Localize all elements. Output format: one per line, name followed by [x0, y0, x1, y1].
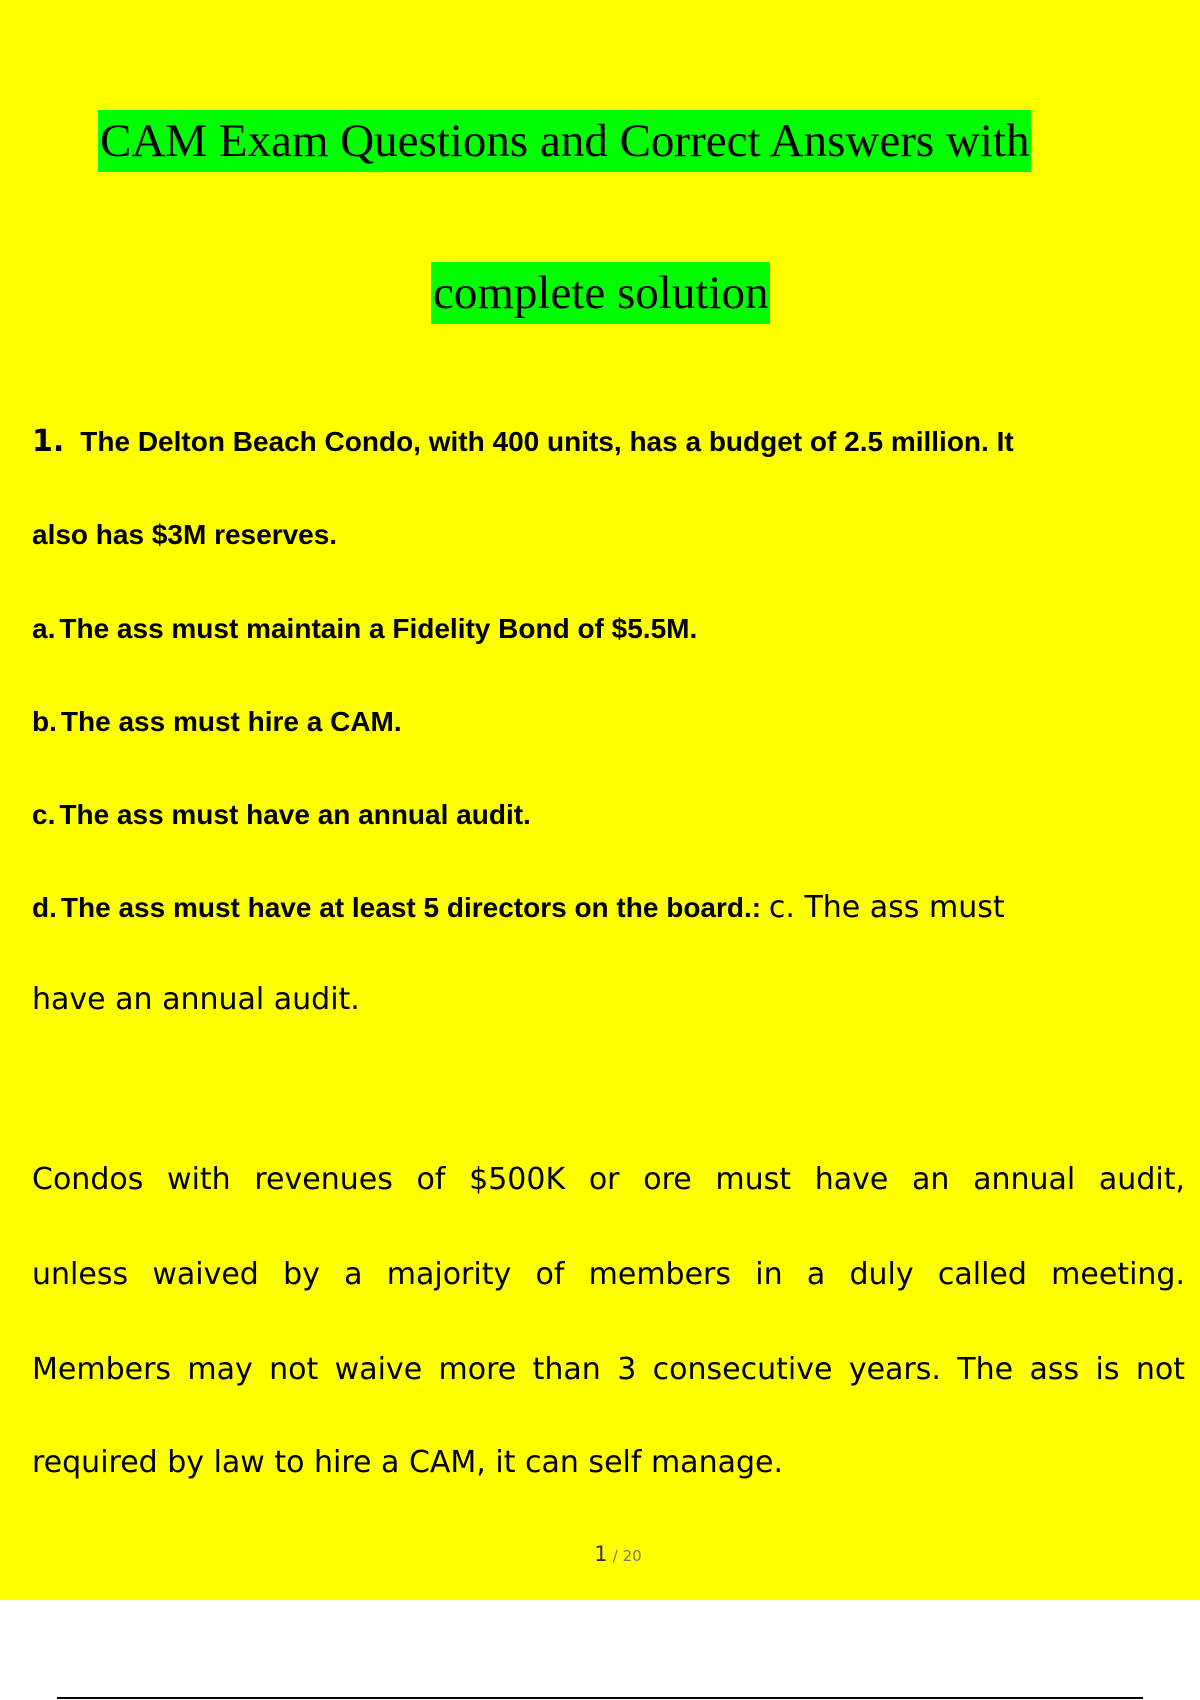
footer-divider: [57, 1697, 1143, 1699]
page-indicator: [0, 1542, 1200, 1566]
document-title-line-2: complete solution: [431, 262, 770, 324]
explanation-line-3: Members may not waive more than 3 consecutive years. The ass is not: [32, 1352, 1185, 1387]
option-c-text: The ass must have an annual audit.: [59, 799, 531, 830]
option-b: [32, 704, 402, 740]
option-a: [32, 611, 697, 647]
option-b-letter: b.: [32, 706, 57, 737]
option-a-text: The ass must maintain a Fidelity Bond of $5.5M.: [59, 613, 698, 644]
option-d-text: The ass must have at least 5 directors on the board.:: [60, 892, 762, 923]
explanation-line-1: Condos with revenues of $500K or ore must have an annual audit,: [32, 1162, 1185, 1197]
answer-text-part-1: c. The ass must: [768, 890, 1005, 925]
option-c: [32, 797, 531, 833]
explanation-line-2: unless waived by a majority of members in a duly called meeting.: [32, 1257, 1185, 1292]
explanation-line-4: required by law to hire a CAM, it can self manage.: [32, 1445, 783, 1480]
option-d-letter: d.: [32, 892, 57, 923]
option-c-letter: c.: [32, 799, 56, 830]
question-text-line-2: also has $3M reserves.: [32, 519, 338, 550]
option-d: [32, 890, 1005, 926]
question-number: 1.: [32, 424, 65, 459]
page-current: 1: [594, 1542, 608, 1566]
option-b-text: The ass must hire a CAM.: [60, 706, 402, 737]
question-line-1: [32, 424, 1014, 460]
answer-text-part-2: have an annual audit.: [32, 982, 360, 1017]
option-a-letter: a.: [32, 613, 56, 644]
document-title-line-1: CAM Exam Questions and Correct Answers with: [98, 110, 1031, 172]
question-text-line-1: The Delton Beach Condo, with 400 units, has a budget of 2.5 million. It: [80, 426, 1014, 457]
page-total: / 20: [612, 1547, 642, 1565]
